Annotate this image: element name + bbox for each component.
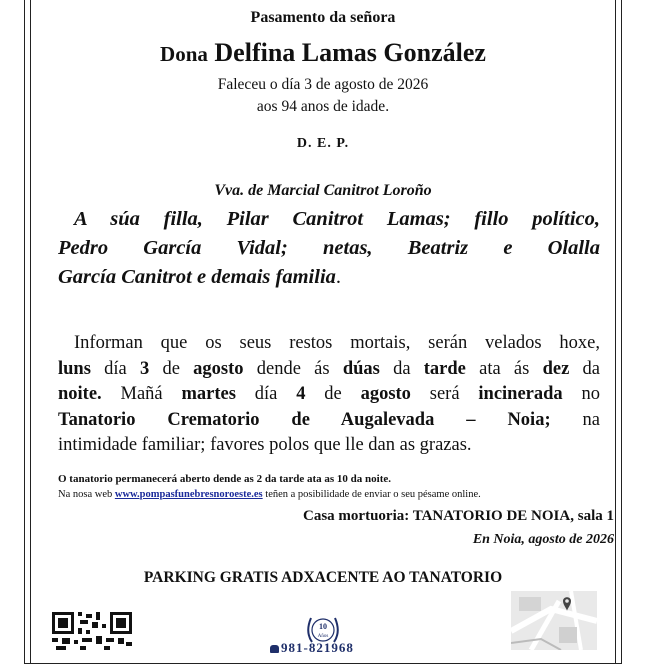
day-number: 3 <box>139 358 150 379</box>
notice-heading: Pasamento da señora <box>250 9 396 26</box>
web-note <box>58 489 481 500</box>
day-name: martes <box>181 384 236 404</box>
widow-line: Vva. de Marcial Canitrot Loroño <box>214 182 432 199</box>
family-line <box>58 263 600 292</box>
announcement-line <box>58 382 600 408</box>
text-run: día <box>90 358 140 379</box>
day-name: luns <box>58 358 91 379</box>
month: agosto <box>360 384 411 404</box>
web-note-text: Na nosa web <box>58 489 115 500</box>
dep-label: D. E. P. <box>296 136 350 151</box>
website-link[interactable]: www.pompasfunebresnoroeste.es <box>114 489 263 500</box>
text-run: de <box>305 384 361 404</box>
death-date-line: Faleceu o día 3 de agosto de 2026 <box>217 76 429 93</box>
family-end: . <box>335 266 342 288</box>
qr-code-icon[interactable] <box>52 612 132 650</box>
service-type: incinerada <box>478 384 563 404</box>
announcement-line <box>58 357 600 383</box>
location-map[interactable] <box>511 591 597 650</box>
text-run: de <box>149 358 194 379</box>
announcement-line <box>58 408 600 434</box>
phone-number[interactable] <box>270 640 354 656</box>
text-run: día <box>235 384 297 404</box>
phone-text: 981-821968 <box>281 640 354 655</box>
text-run: será <box>410 384 479 404</box>
text-run: da <box>379 358 424 379</box>
announcement-line: intimidade familiar; favores polos que lle dan as grazas. <box>58 435 472 455</box>
logo-word: Años <box>317 634 329 639</box>
announcement-paragraph <box>58 331 600 459</box>
family-line-text: García Canitrot e demais familia <box>58 266 336 288</box>
text-run: ata ás <box>465 358 543 379</box>
family-line: A súa filla, Pilar Canitrot Lamas; fillo político, <box>74 208 600 230</box>
name-prefix: Dona <box>160 42 208 66</box>
crematorium-name: Tanatorio Crematorio de Augalevada – Noia; <box>58 409 551 430</box>
tanatorio-hours: O tanatorio permanecerá aberto dende as 2 da tarde ata as 10 da noite. <box>58 473 392 485</box>
month: agosto <box>193 358 244 379</box>
text-run: na <box>550 409 600 430</box>
mortuary-line: Casa mortuoria: TANATORIO DE NOIA, sala 1 <box>303 508 614 524</box>
text-run: no <box>562 384 600 404</box>
place-date: En Noia, agosto de 2026 <box>472 532 614 547</box>
announcement-line: Informan que os seus restos mortais, serán velados hoxe, <box>74 333 600 353</box>
age-line: aos 94 anos de idade. <box>256 98 390 115</box>
phone-icon <box>270 645 279 653</box>
period: tarde <box>423 358 466 379</box>
deceased-name <box>30 38 616 68</box>
logo-number: 10 <box>319 622 327 631</box>
web-note-text: teñen a posibilidade de enviar o seu pésame online. <box>262 489 481 500</box>
text-run: Mañá <box>101 384 182 404</box>
name-text: Delfina Lamas González <box>214 38 486 67</box>
text-run: da <box>569 358 600 379</box>
family-line: Pedro García Vidal; netas, Beatriz e Olalla <box>58 237 600 259</box>
end-hour: dez <box>542 358 570 379</box>
parking-notice: PARKING GRATIS ADXACENTE AO TANATORIO <box>143 569 503 586</box>
start-hour: dúas <box>342 358 380 379</box>
period: noite. <box>58 384 102 404</box>
text-run: dende ás <box>243 358 343 379</box>
family-paragraph <box>58 205 600 292</box>
day-number: 4 <box>296 384 306 404</box>
